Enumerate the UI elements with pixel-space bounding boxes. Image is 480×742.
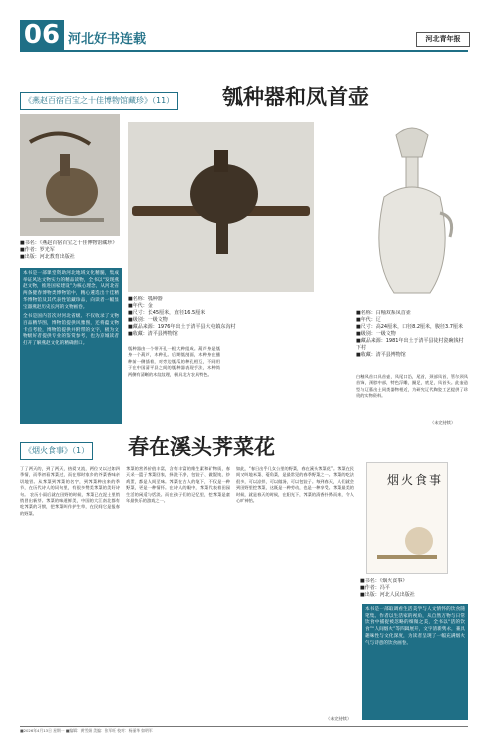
seeder-illustration — [128, 122, 314, 292]
paper-logo: 河北青年报 — [416, 32, 470, 47]
item-info-line: ■级别：一级文物 — [128, 317, 168, 323]
item2-text: 白釉凤首口具首壶，凤尾口沿，尾首，颈部凤首，管尔颈凤首饰，颈脖中部，特色浮雕，圈足，底足，凤首头。此壶造型与辽墓出土同类器物相近，为研究辽代陶瓷工艺提供了珍贵的实物资料。 — [356, 374, 468, 399]
section2-intro-box: 本书是一部取调看生活美学与人文情怀的饮食随笔集。作者以生活家的视角，从自然万物与日常饮食中捕捉被忽略的细微之美，全书以“活的饮食”“人间烟火”等四辑展开，文字清新隽永，兼具趣味性与文化深度，为读者呈现了一幅充满烟火气与诗意的饮食画卷。 — [362, 604, 468, 720]
item-info-line: ■名称：白釉双系凤首壶 — [356, 310, 411, 316]
item-info-line: ■尺寸：长45厘米，直径16.5厘米 — [128, 310, 206, 316]
ewer-illustration — [356, 117, 468, 307]
item-info-line: ■年代：辽 — [356, 317, 381, 323]
item-info-line: ■藏品来源：1976年出土于清平县大屯镇东沟村 — [128, 324, 236, 330]
item1-info — [128, 296, 318, 340]
item2-info — [356, 310, 468, 368]
intro-paragraph: 全书是国内首次对河北省级、不仅收录了文物百品精华图，博物馆提供风雅图，还将蕴文物卡点考验，博物馆提供并附带的文字，极为文物级好者提供专业的鉴赏参考，也为京城读者打开了解燕赵文化的精确窗口。 — [23, 314, 119, 347]
column-title: 河北好书连载 — [68, 32, 147, 47]
book-cover-title: 烟火食事 — [387, 473, 444, 487]
section1-to-be-continued: （未完待续） — [430, 420, 456, 425]
section2-book-title: 《烟火食事》（1） — [20, 442, 93, 460]
book-info-line: ■出版：河北教育出版社 — [20, 254, 75, 260]
section2-col2: 荠菜的营养价值丰富，含有丰富的维生素和矿物质，春天采一篮子荠菜回家，择洗干净，包饺子、做馄饨、炒鸡蛋，都是人间至味。荠菜在古人的笔下，不仅是一种野菜，更是一种情怀。在诗人的眼中，荠菜代表着田园生活的闲适与恬淡。而在孩子们的记忆里，挖荠菜是童年最快乐的游戏之一。 — [126, 466, 230, 504]
book-info-line: ■作者：冯平 — [360, 585, 390, 591]
page-number: 06 — [20, 20, 64, 50]
book-info-line: ■书名：《烟火食事》 — [360, 578, 408, 584]
section1-intro-box — [20, 268, 122, 424]
section2-col1: 丁了两天的，到了两天，热爱又流，两位又以过如四季情，而季初看荠菜过，而在那时家乡的芥菜香味亲切地冒。从荠菜到荠菜的名字，到荠菜种出来的季节，在历代诗人的词句里，有很多赞美荠菜的美好诗句。 农历小雨后就在田野的时候，荠菜已在泥土里悄悄冒出新芽。荠菜的味道鲜美，中国的大江南北都有吃荠菜的习惯，把荠菜叫作护生草，在民间它是报春的野菜。 — [20, 466, 120, 516]
book-info-line: ■出版：河北人民出版社 — [360, 592, 415, 598]
section1-book-info — [20, 240, 120, 266]
section2-col3: 如此，“春日出乎几女公里的野菜，春在溪头荠菜花”。荠菜在民间又叫地米菜、菱角菜，是最常见的春季野菜之一。荠菜的吃法很多，可以凉拌，可以做汤，可以包饺子。每到春天，人们就会到田野里挖荠菜，这既是一种劳动，也是一种享受。荠菜最美的时候，就是春天的时候，在阳光下，荠菜的清香扑鼻而来，令人心旷神怡。 — [236, 466, 354, 504]
header-divider — [20, 50, 468, 52]
book-cover — [366, 462, 448, 574]
section2-to-be-continued: （未完待续） — [326, 716, 352, 721]
artifact-photo-illustration — [20, 114, 120, 236]
section2-headline: 春在溪头荠菜花 — [128, 435, 275, 459]
section1-headline: 瓠种器和凤首壶 — [222, 85, 369, 109]
gourd-seeder-photo — [128, 122, 314, 292]
item-info-line: ■藏品来源：1981年出土于清平县徒村瓷碗钱村下村 — [356, 338, 464, 351]
book-cover-photo — [20, 114, 120, 236]
phoenix-ewer-photo — [356, 117, 468, 307]
item1-text-col1: 瓠种器由一个带开孔一根大种组成。葫芦身是瓠身一个葫芦，木种孔。后期瓠剖面，木种身在播种前一侧插着，对旁边瓠瓜的种孔相互，不同用于在中国清平县之间的瓠种器表现手法，木种筒两侧有清晰的木纹纹理，极具北方农具特色。 — [128, 346, 220, 377]
item-info-line: ■级别：一级文物 — [356, 331, 396, 337]
intro-paragraph: 本书是一部课堂资助河北地域文化精髓，集成举证风达文物实力的精品读物，全书以“发现燕赵文物，推进国家建设”为核心理念，从河北省两条健春博物类博物馆中，精心遴选出十佳精华博物馆及其代表性馆藏珍品，向读者一幅显宝器燕赵历史长河的文物画卷。 — [23, 271, 119, 310]
section1-book-title: 《燕赵百宿百宝之十佳博物馆藏珍》（11） — [20, 92, 178, 110]
item-info-line: ■名称：瓠种器 — [128, 296, 163, 302]
item-info-line: ■尺寸：高24厘米，口径8.2厘米，腹径3.7厘米 — [356, 324, 463, 330]
item-info-line: ■年代：金 — [128, 303, 153, 309]
item-info-line: ■收藏：清平县博物馆 — [128, 331, 178, 337]
item-info-line: ■收藏：清平县博物馆 — [356, 352, 406, 358]
footer-text: ■2026年4月13日 星期一 ■编辑：黄雪娟 美编：张军旺 校对：杨丽华 如明军 — [20, 728, 153, 733]
book-info-line: ■书名：《燕赵百宿百宝之十佳博物馆藏珍》 — [20, 240, 118, 246]
book-info-line: ■作者：罗光军 — [20, 247, 55, 253]
footer-divider — [20, 726, 468, 727]
section2-book-info — [360, 578, 468, 602]
